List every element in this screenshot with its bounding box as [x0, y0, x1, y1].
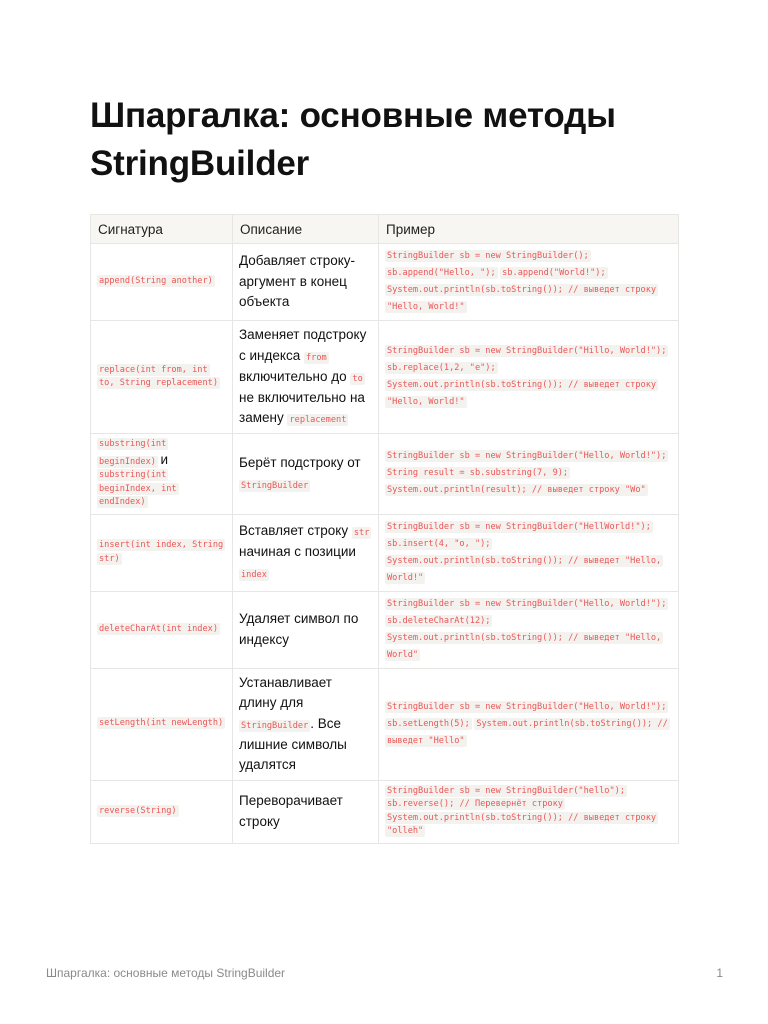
description-text: Вставляет строку: [239, 523, 349, 539]
signature-cell: [91, 321, 233, 434]
example-code: System.out.println(sb.toString()); // выведет строку "Hello, World!": [387, 285, 657, 312]
example-code: StringBuilder sb = new StringBuilder("Hello, World!");: [387, 701, 667, 712]
example-code: System.out.println(result); // выведет строку "Wo": [387, 485, 646, 496]
signature-code: insert(int index, String str): [99, 540, 224, 564]
example-cell: [379, 668, 679, 780]
table-row-setlength: [91, 668, 679, 780]
example-code: sb.setLength(5);: [387, 718, 470, 729]
description-text: Заменяет подстроку с индекса: [239, 327, 367, 363]
signature-cell: [91, 514, 233, 591]
param-code: to: [352, 373, 363, 384]
table-row-replace: [91, 321, 679, 434]
example-cell: [379, 780, 679, 843]
table-header-row: [91, 215, 679, 244]
description-text: не включительно на замену: [239, 389, 365, 425]
methods-table: [90, 214, 679, 844]
param-code: StringBuilder: [241, 720, 309, 731]
signature-code: setLength(int newLength): [99, 718, 224, 729]
signature-code: replace(int from, int to, String replacement): [99, 364, 218, 388]
example-code: StringBuilder sb = new StringBuilder("Hello, World!");: [387, 451, 667, 462]
example-code: sb.insert(4, "o, ");: [387, 538, 491, 549]
example-cell: [379, 591, 679, 668]
description-text: начиная с позиции: [239, 544, 356, 560]
table-row-append: [91, 244, 679, 321]
description-cell: [233, 668, 379, 780]
footer-title: Шпаргалка: основные методы StringBuilder: [46, 966, 286, 980]
header-description: Описание: [233, 215, 379, 244]
description-text: Переворачивает строку: [239, 793, 343, 829]
example-code: StringBuilder sb = new StringBuilder("HellWorld!");: [387, 521, 651, 532]
example-code: sb.deleteCharAt(12);: [387, 615, 491, 626]
param-code: from: [305, 352, 327, 363]
param-code: StringBuilder: [241, 480, 309, 491]
example-code: StringBuilder sb = new StringBuilder("Hello, World!");: [387, 598, 667, 609]
example-code: System.out.println(sb.toString()); // выведет "Hello": [387, 718, 668, 746]
description-cell: [233, 321, 379, 434]
signature-cell: [91, 668, 233, 780]
table-row-substring: [91, 434, 679, 515]
description-cell: [233, 434, 379, 515]
description-text: Удаляет символ по индексу: [239, 611, 359, 647]
description-text: включительно до: [239, 368, 347, 384]
example-code: sb.append("Hello, ");: [387, 268, 496, 278]
signature-cell: [91, 591, 233, 668]
example-cell: [379, 244, 679, 321]
description-text: Добавляет строку-аргумент в конец объекта: [239, 253, 356, 310]
description-text: Устанавливает длину для: [239, 674, 332, 710]
header-example: Пример: [379, 215, 679, 244]
description-cell: [233, 244, 379, 321]
signature-cell: [91, 244, 233, 321]
page-number: 1: [716, 966, 723, 980]
signature-code: append(String another): [99, 276, 213, 287]
example-code: System.out.println(sb.toString()); // выведет строку "Hello, World!": [387, 380, 657, 407]
param-code: replacement: [289, 415, 347, 425]
description-text: Берёт подстроку от: [239, 455, 361, 470]
description-cell: [233, 514, 379, 591]
example-code: StringBuilder sb = new StringBuilder("Hillo, World!");: [387, 346, 667, 356]
signature-code: deleteCharAt(int index): [99, 623, 218, 634]
table-row-deletecharat: [91, 591, 679, 668]
example-cell: [379, 514, 679, 591]
header-signature: Сигнатура: [91, 215, 233, 244]
example-code: String result = sb.substring(7, 9);: [387, 468, 569, 479]
table-row-reverse: [91, 780, 679, 843]
signature-code: substring(int beginIndex): [99, 439, 167, 467]
signature-cell: [91, 434, 233, 515]
table-row-insert: [91, 514, 679, 591]
example-code: sb.replace(1,2, "e");: [387, 363, 496, 373]
description-cell: [233, 591, 379, 668]
description-text: . Все лишние символы удалятся: [239, 715, 347, 772]
example-code: sb.append("World!");: [502, 268, 606, 278]
example-code: StringBuilder sb = new StringBuilder("hello"); sb.reverse(); // Перевернёт строку System.out.println(sb.toString()); // выведет строку "olleh": [387, 785, 657, 836]
example-code: System.out.println(sb.toString()); // выведет "Hello, World!": [387, 555, 662, 583]
example-cell: [379, 434, 679, 515]
param-code: str: [353, 528, 370, 539]
example-code: System.out.println(sb.toString()); // выведет "Hello, World": [387, 632, 662, 660]
conjunction-text: и: [160, 451, 168, 467]
page-title: Шпаргалка: основные методы StringBuilder: [90, 96, 616, 183]
example-code: StringBuilder sb = new StringBuilder();: [387, 251, 589, 261]
param-code: index: [241, 569, 267, 580]
signature-code: reverse(String): [99, 805, 177, 816]
signature-cell: [91, 780, 233, 843]
signature-code: substring(int beginIndex, int endIndex): [99, 470, 177, 507]
example-cell: [379, 321, 679, 434]
description-cell: [233, 780, 379, 843]
